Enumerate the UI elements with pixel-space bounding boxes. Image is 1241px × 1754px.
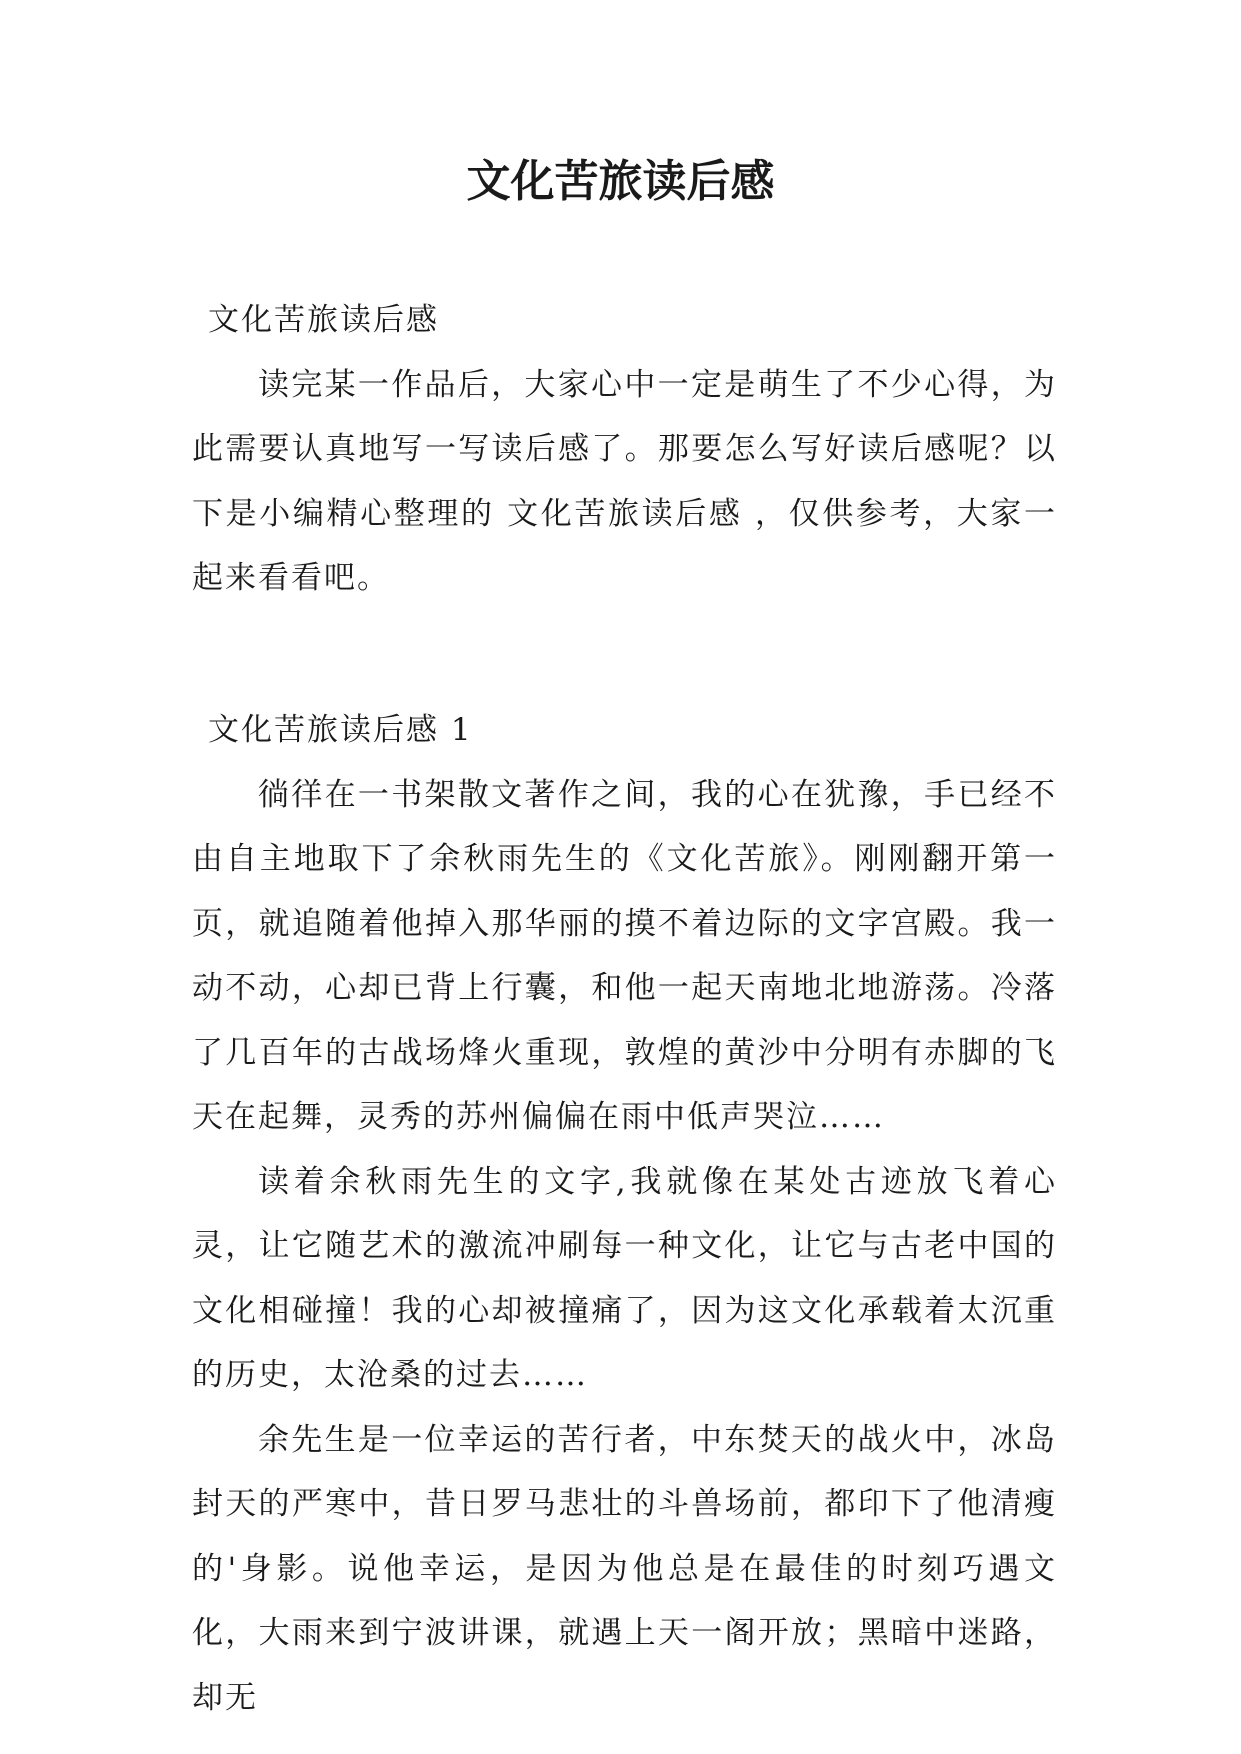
essay-paragraph: 余先生是一位幸运的苦行者，中东焚天的战火中，冰岛封天的严寒中，昔日罗马悲壮的斗兽场前，都印下了他清瘦的'身影。说他幸运，是因为他总是在最佳的时刻巧遇文化，大雨来到宁波讲课，就遇上天一阁开放；黑暗中迷路，却无 bbox=[192, 1421, 1057, 1716]
essay-section bbox=[192, 698, 1057, 1730]
intro-paragraph: 读完某一作品后，大家心中一定是萌生了不少心得，为此需要认真地写一写读后感了。那要怎么写好读后感呢？以下是小编精心整理的 文化苦旅读后感 ，仅供参考，大家一起来看看吧。 bbox=[192, 366, 1057, 596]
essay-heading: 文化苦旅读后感 1 bbox=[208, 712, 473, 748]
intro-section bbox=[192, 288, 1057, 611]
document-title: 文化苦旅读后感 bbox=[466, 156, 775, 207]
essay-paragraph: 徜徉在一书架散文著作之间，我的心在犹豫，手已经不由自主地取下了余秋雨先生的《文化苦旅》。刚刚翻开第一页，就追随着他掉入那华丽的摸不着边际的文字宫殿。我一动不动，心却已背上行囊，和他一起天南地北地游荡。冷落了几百年的古战场烽火重现，敦煌的黄沙中分明有赤脚的飞天在起舞，灵秀的苏州偏偏在雨中低声哭泣…… bbox=[192, 776, 1057, 1135]
essay-paragraph: 读着余秋雨先生的文字,我就像在某处古迹放飞着心灵，让它随艺术的激流冲刷每一种文化，让它与古老中国的文化相碰撞！我的心却被撞痛了，因为这文化承载着太沉重的历史，太沧桑的过去…… bbox=[192, 1163, 1057, 1393]
intro-heading: 文化苦旅读后感 bbox=[208, 302, 439, 338]
